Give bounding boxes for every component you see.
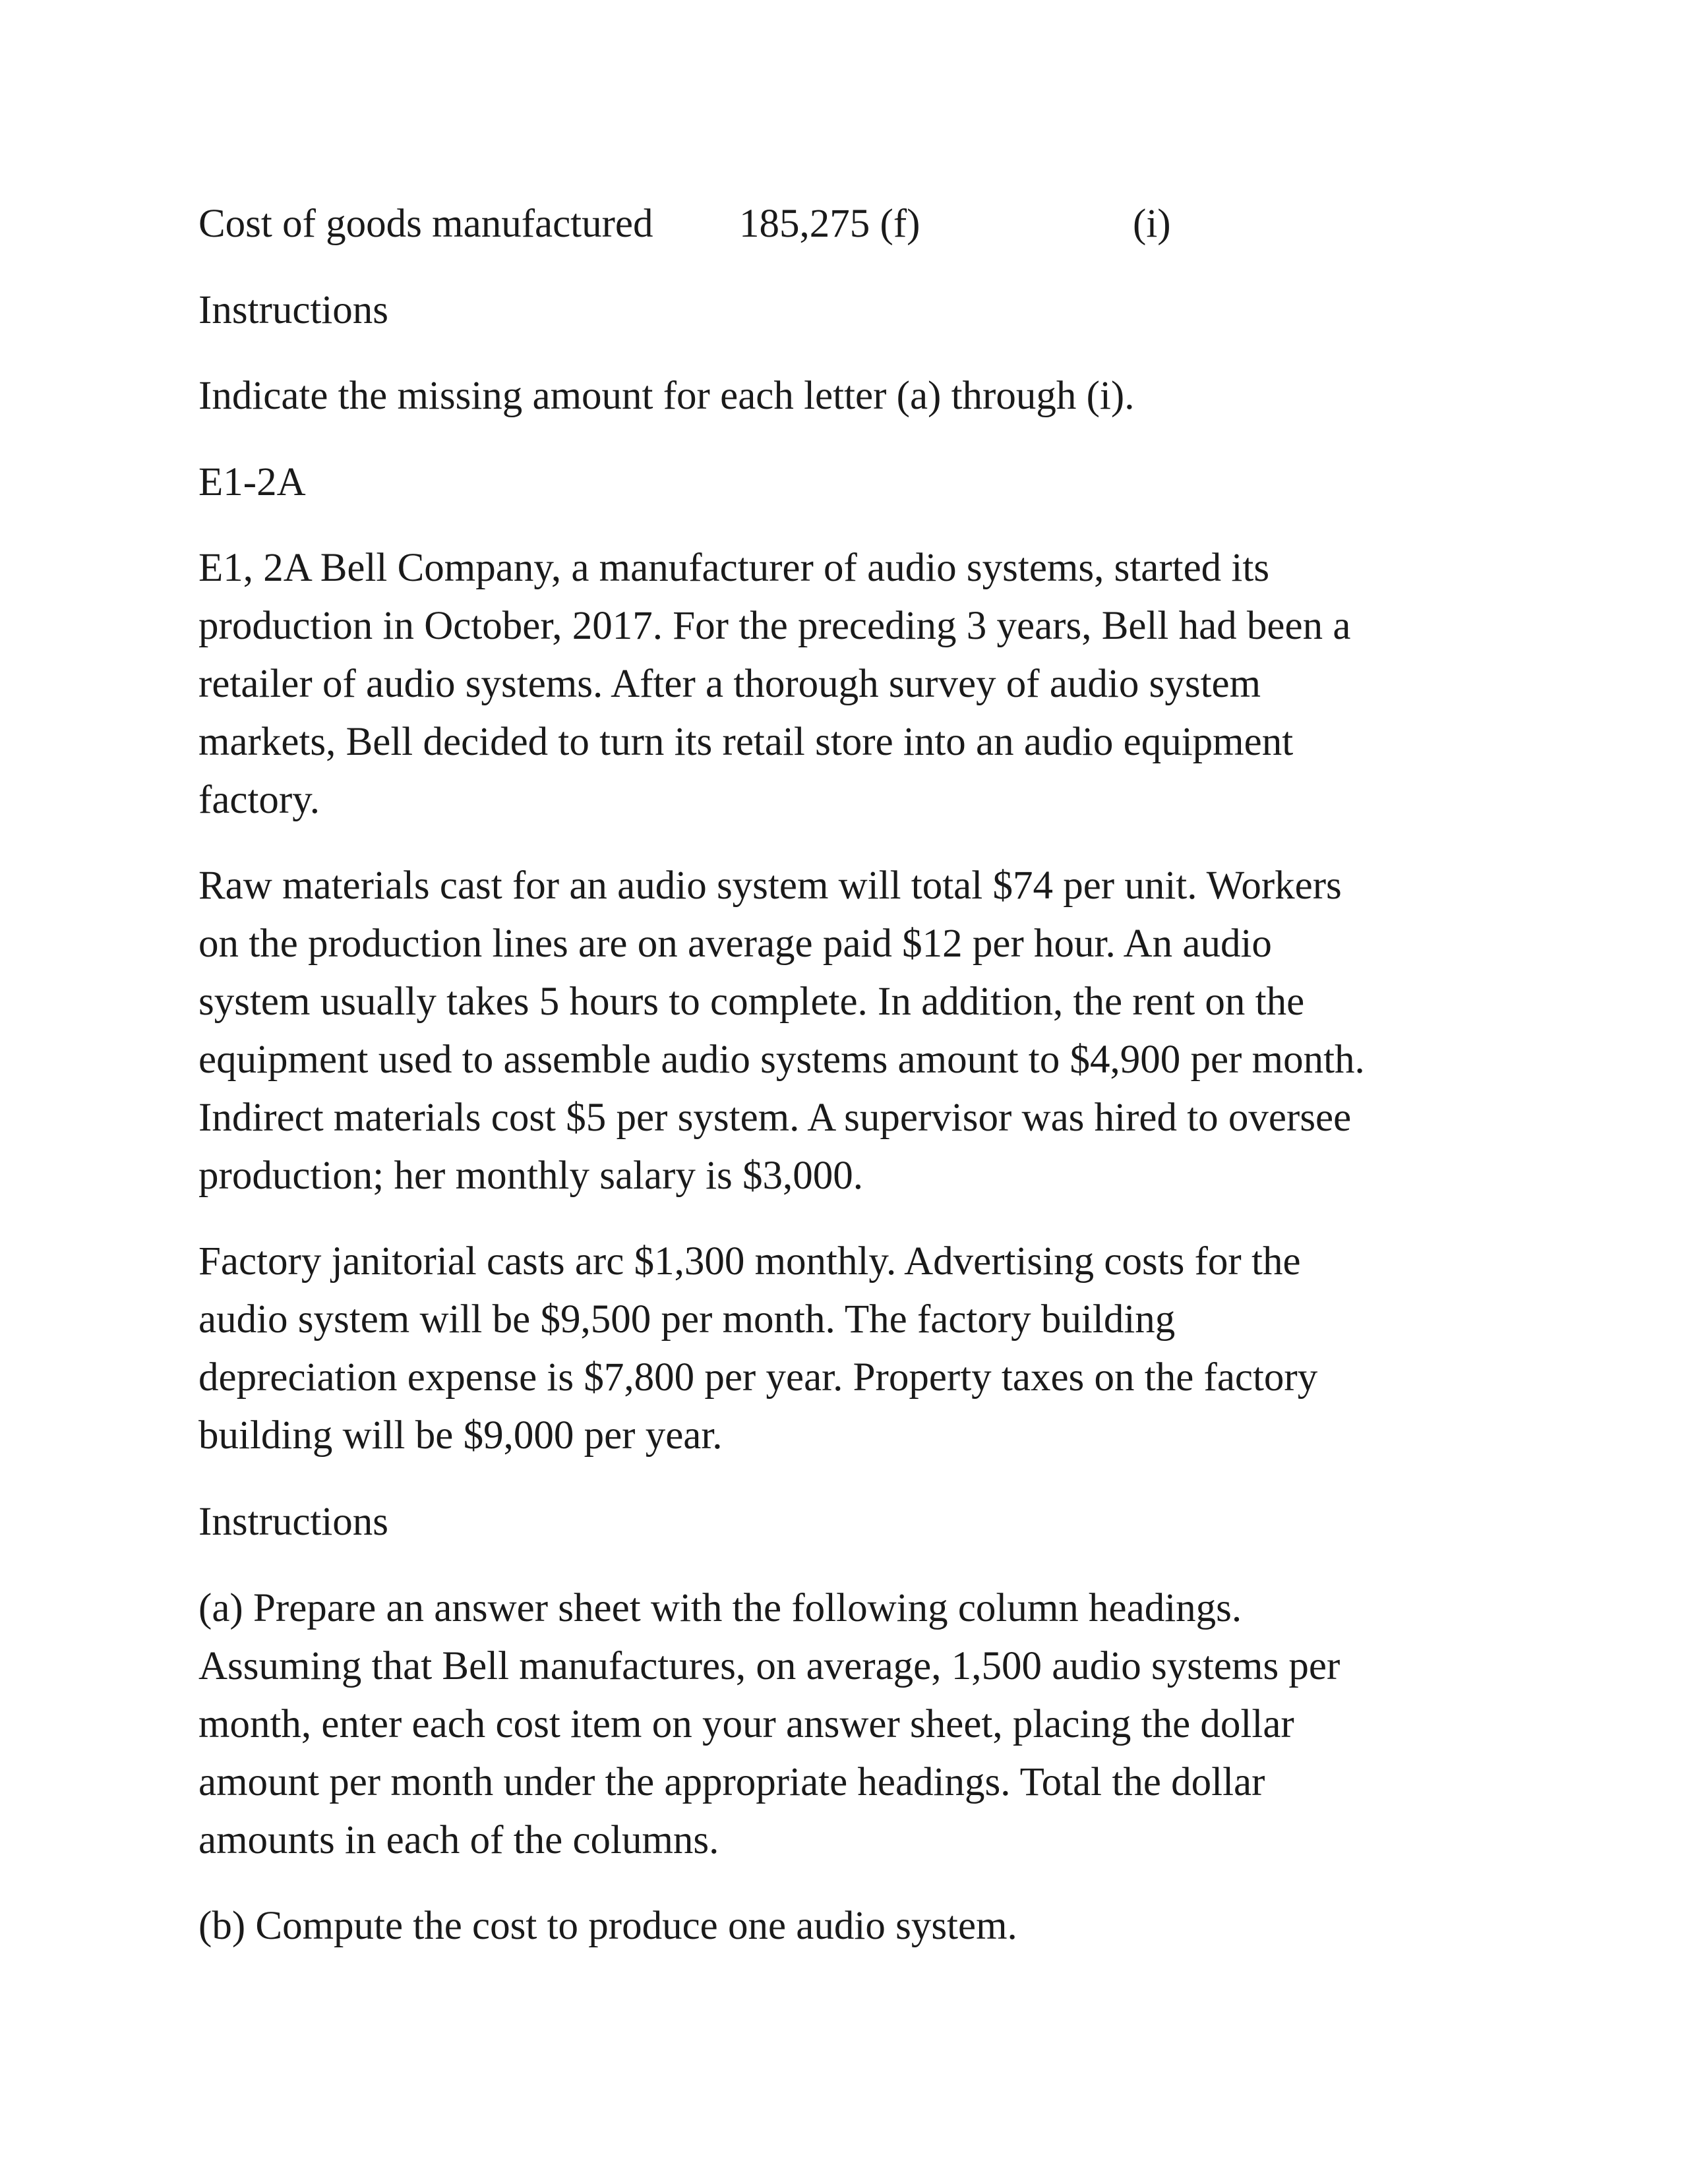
exercise-paragraph-intro: E1, 2A Bell Company, a manufacturer of audio systems, started its production in October, 2017. For the preceding 3 years, Bell had been a retailer of audio systems. After a thorough survey of audio system markets, Bell decided to turn its retail store into an audio equipment factory. [198,546,1351,822]
instructions-text-1: Indicate the missing amount for each letter (a) through (i). [198,374,1135,418]
cogm-row [198,195,1171,253]
cogm-amount: 185,275 (f) [739,202,920,246]
cogm-label: Cost of goods manufactured [198,202,653,246]
instructions-heading-2: Instructions [198,1500,389,1544]
exercise-code: E1-2A [198,460,306,504]
exercise-paragraph-costs: Raw materials cast for an audio system will total $74 per unit. Workers on the production lines are on average paid $12 per hour. An audio system usually takes 5 hours to complete. In addition, the rent on the equipment used to assemble audio systems amount to $4,900 per month. Indirect materials cost $5 per system. A supervisor was hired to oversee production; her monthly salary is $3,000. [198,864,1365,1198]
instruction-a: (a) Prepare an answer sheet with the following column headings. Assuming that Bell manufactures, on average, 1,500 audio systems per month, enter each cost item on your answer sheet, placing the dollar amount per month under the appropriate headings. Total the dollar amounts in each of the columns. [198,1586,1341,1862]
instructions-heading-1: Instructions [198,288,389,332]
instruction-b: (b) Compute the cost to produce one audio system. [198,1904,1017,1948]
exercise-paragraph-overhead: Factory janitorial casts arc $1,300 monthly. Advertising costs for the audio system will be $9,500 per month. The factory building depreciation expense is $7,800 per year. Property taxes on the factory building will be $9,000 per year. [198,1239,1318,1458]
cogm-second-column: (i) [1133,202,1171,246]
